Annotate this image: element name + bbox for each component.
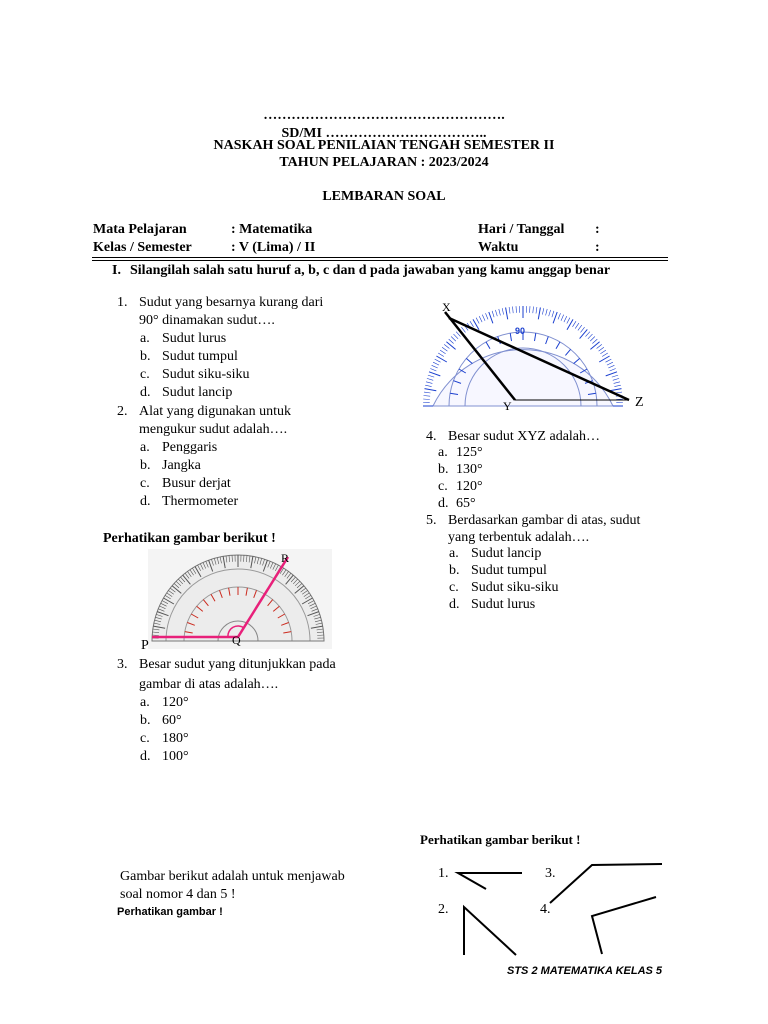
protractor-tick: [509, 307, 510, 314]
protractor-tick: [482, 315, 485, 321]
protractor-tick: [616, 392, 623, 393]
header-dots: …………………………………………….: [263, 108, 505, 123]
q3-opt-a-letter[interactable]: a.: [140, 695, 150, 710]
protractor-tick: [592, 339, 597, 343]
q4-line1: Besar sudut XYZ adalah…: [448, 429, 601, 444]
xyz-scale-90: 90: [515, 326, 526, 336]
protractor-tick: [449, 339, 454, 343]
time-label: Waktu: [478, 240, 519, 255]
q3-opt-d-letter[interactable]: d.: [140, 749, 151, 764]
q5-opt-c-letter[interactable]: c.: [449, 580, 459, 595]
protractor-tick: [430, 369, 436, 372]
angle-figure-2: [464, 907, 516, 955]
q1-line1: Sudut yang besarnya kurang dari: [139, 295, 324, 310]
label-r: R: [281, 551, 290, 565]
q4-opt-d[interactable]: 65°: [456, 496, 476, 511]
q1-opt-b-letter[interactable]: b.: [140, 349, 151, 364]
protractor-tick: [440, 350, 446, 354]
protractor-tick: [506, 308, 508, 320]
q4-opt-c-letter[interactable]: c.: [438, 479, 448, 494]
label-q: Q: [232, 633, 241, 647]
q1-number: 1.: [117, 295, 128, 310]
q1-opt-a-letter[interactable]: a.: [140, 331, 150, 346]
header-divider-bottom: [92, 260, 668, 261]
protractor-tick: [476, 318, 479, 324]
angle-figure-2-number: 2.: [438, 902, 449, 917]
angle-figure-3: [550, 864, 662, 903]
angle-figure-4: [592, 897, 656, 954]
protractor-tick: [429, 372, 440, 376]
protractor-tick: [612, 375, 618, 377]
q1-opt-c[interactable]: Sudut siku-siku: [162, 367, 250, 382]
q2-number: 2.: [117, 404, 128, 419]
protractor-tick: [530, 306, 531, 313]
protractor-tick: [451, 337, 456, 342]
sheet-title: LEMBARAN SOAL: [322, 189, 446, 204]
q4-opt-b-letter[interactable]: b.: [438, 462, 449, 477]
protractor-tick: [516, 306, 517, 313]
protractor-tick: [502, 308, 503, 314]
q1-opt-d[interactable]: Sudut lancip: [162, 385, 233, 400]
q5-line2: yang terbentuk adalah….: [448, 530, 590, 545]
q2-opt-b[interactable]: Jangka: [162, 458, 201, 473]
protractor-tick: [607, 362, 613, 365]
q4-opt-d-letter[interactable]: d.: [438, 496, 449, 511]
q3-number: 3.: [117, 657, 128, 672]
day-value: :: [595, 222, 600, 237]
q5-opt-b-letter[interactable]: b.: [449, 563, 460, 578]
angle-figure-3-number: 3.: [545, 866, 556, 881]
q4-opt-a-letter[interactable]: a.: [438, 445, 448, 460]
protractor-tick: [425, 385, 431, 386]
protractor-tick: [427, 378, 433, 380]
protractor-tick: [438, 353, 444, 357]
q5-opt-d-letter[interactable]: d.: [449, 597, 460, 612]
label-y: Y: [503, 399, 512, 413]
protractor-tick: [608, 365, 614, 368]
q2-opt-a[interactable]: Penggaris: [162, 440, 218, 455]
protractor-tick: [581, 327, 585, 332]
protractor-tick: [546, 309, 548, 315]
q2-opt-d-letter[interactable]: d.: [140, 494, 151, 509]
protractor-tick: [426, 382, 432, 384]
protractor-tick: [486, 313, 489, 319]
angle-figure-4-number: 4.: [540, 902, 551, 917]
q4-opt-c[interactable]: 120°: [456, 479, 483, 494]
q1-line2: 90° dinamakan sudut….: [139, 313, 275, 328]
protractor-tick: [444, 344, 449, 348]
protractor-tick: [433, 362, 439, 365]
protractor-tick: [446, 342, 455, 350]
info-line-1: Gambar berikut adalah untuk menjawab: [120, 869, 345, 884]
protractor-tick: [616, 399, 623, 400]
class-label: Kelas / Semester: [93, 240, 192, 255]
footer-text: STS 2 MATEMATIKA KELAS 5: [507, 965, 663, 977]
q2-opt-c-letter[interactable]: c.: [140, 476, 150, 491]
protractor-tick: [578, 325, 582, 330]
q2-opt-d[interactable]: Thermometer: [162, 494, 239, 509]
protractor-tick: [479, 316, 482, 322]
protractor-tick: [613, 378, 619, 380]
protractor-tick: [536, 307, 537, 314]
q1-opt-b[interactable]: Sudut tumpul: [162, 349, 238, 364]
class-value: : V (Lima) / II: [231, 240, 316, 255]
protractor-tick: [549, 310, 551, 316]
protractor-tick: [606, 359, 612, 362]
protractor-tick: [432, 365, 438, 368]
subject-label: Mata Pelajaran: [93, 222, 187, 237]
protractor-tick: [492, 311, 494, 317]
q5-opt-d[interactable]: Sudut lurus: [471, 597, 536, 612]
protractor-tick: [533, 307, 534, 314]
time-value: :: [595, 240, 600, 255]
protractor-tick: [495, 310, 497, 316]
q4-number: 4.: [426, 429, 437, 444]
protractor-tick: [553, 312, 557, 323]
section-number: I.: [112, 263, 121, 278]
q5-opt-a-letter[interactable]: a.: [449, 546, 459, 561]
xyz-protractor-outer-arc: [433, 350, 613, 406]
protractor-tick: [538, 308, 540, 320]
q4-opt-a[interactable]: 125°: [456, 445, 483, 460]
q3-line1: Besar sudut yang ditunjukkan pada: [139, 657, 336, 672]
protractor-tick: [489, 312, 493, 323]
attention-note-2: Perhatikan gambar berikut !: [420, 832, 581, 847]
subject-value: : Matematika: [231, 222, 313, 237]
header-year: TAHUN PELAJARAN : 2023/2024: [279, 155, 489, 170]
protractor-tick: [424, 396, 431, 397]
protractor-tick: [542, 308, 543, 314]
angle-figure-1-number: 1.: [438, 866, 449, 881]
protractor-tick: [590, 342, 599, 350]
q3-opt-c[interactable]: 180°: [162, 731, 189, 746]
protractor-tick: [435, 359, 441, 362]
header-title: NASKAH SOAL PENILAIAN TENGAH SEMESTER II: [213, 138, 555, 153]
protractor-tick: [513, 307, 514, 314]
header-divider-top: [92, 257, 668, 258]
info-line-2: soal nomor 4 dan 5 !: [120, 887, 236, 902]
protractor-tick: [470, 321, 474, 327]
protractor-tick: [599, 347, 604, 351]
label-z: Z: [635, 395, 644, 410]
protractor-tick: [428, 375, 434, 377]
protractor-tick: [499, 309, 501, 315]
q3-opt-c-letter[interactable]: c.: [140, 731, 150, 746]
q3-line2: gambar di atas adalah….: [139, 677, 279, 692]
q5-number: 5.: [426, 513, 437, 528]
q1-opt-a[interactable]: Sudut lurus: [162, 331, 227, 346]
q1-opt-d-letter[interactable]: d.: [140, 385, 151, 400]
protractor-tick: [574, 358, 580, 363]
protractor-tick: [597, 344, 602, 348]
q3-opt-b[interactable]: 60°: [162, 713, 182, 728]
angle-figures: [450, 855, 700, 965]
protractor-tick: [424, 392, 431, 393]
q2-opt-b-letter[interactable]: b.: [140, 458, 151, 473]
protractor-tick: [423, 399, 430, 400]
q3-opt-a[interactable]: 120°: [162, 695, 189, 710]
q5-opt-c[interactable]: Sudut siku-siku: [471, 580, 559, 595]
protractor-tick: [588, 334, 593, 339]
protractor-tick: [567, 318, 570, 324]
protractor-tick: [552, 311, 554, 317]
protractor-tick: [610, 369, 616, 372]
protractor-tick: [486, 342, 490, 349]
attention-note-small: Perhatikan gambar !: [117, 906, 223, 918]
label-x: X: [442, 300, 451, 314]
q2-opt-a-letter[interactable]: a.: [140, 440, 150, 455]
section-instruction: Silangilah salah satu huruf a, b, c dan d pada jawaban yang kamu anggap benar: [130, 263, 611, 278]
protractor-tick: [454, 334, 459, 339]
header-school: SD/MI ……………………………..: [281, 126, 487, 141]
protractor-tick: [564, 316, 567, 322]
protractor-tick: [510, 333, 511, 341]
protractor-tick: [586, 332, 590, 337]
protractor-tick: [442, 347, 447, 351]
protractor-xyz-figure: [425, 302, 645, 412]
q5-opt-b[interactable]: Sudut tumpul: [471, 563, 547, 578]
protractor-tick: [610, 389, 622, 391]
q1-opt-c-letter[interactable]: c.: [140, 367, 150, 382]
protractor-tick: [561, 315, 564, 321]
protractor-tick: [590, 337, 595, 342]
protractor-tick: [575, 323, 579, 329]
protractor-tick: [556, 342, 560, 349]
protractor-tick: [600, 350, 606, 354]
protractor-tick: [614, 382, 620, 384]
attention-note-1: Perhatikan gambar berikut !: [103, 531, 276, 546]
protractor-tick: [466, 358, 472, 363]
protractor-tick: [565, 349, 570, 355]
q5-opt-a[interactable]: Sudut lancip: [471, 546, 542, 561]
angle-figure-1: [458, 873, 522, 889]
protractor-tick: [580, 329, 588, 338]
protractor-tick: [535, 333, 536, 341]
label-p: P: [141, 638, 149, 653]
protractor-tick: [425, 389, 437, 391]
protractor-tick: [558, 313, 561, 319]
protractor-tick: [614, 385, 620, 386]
q3-opt-d[interactable]: 100°: [162, 749, 189, 764]
q5-line1: Berdasarkan gambar di atas, sudut: [448, 513, 641, 528]
q4-opt-b[interactable]: 130°: [456, 462, 483, 477]
protractor-tick: [546, 337, 549, 345]
q2-line1: Alat yang digunakan untuk: [139, 404, 292, 419]
q2-line2: mengukur sudut adalah….: [139, 422, 288, 437]
protractor-tick: [602, 353, 608, 357]
q3-opt-b-letter[interactable]: b.: [140, 713, 151, 728]
protractor-tick: [573, 321, 577, 327]
q2-opt-c[interactable]: Busur derjat: [162, 476, 231, 491]
protractor-tick: [606, 372, 617, 376]
day-label: Hari / Tanggal: [478, 222, 565, 237]
